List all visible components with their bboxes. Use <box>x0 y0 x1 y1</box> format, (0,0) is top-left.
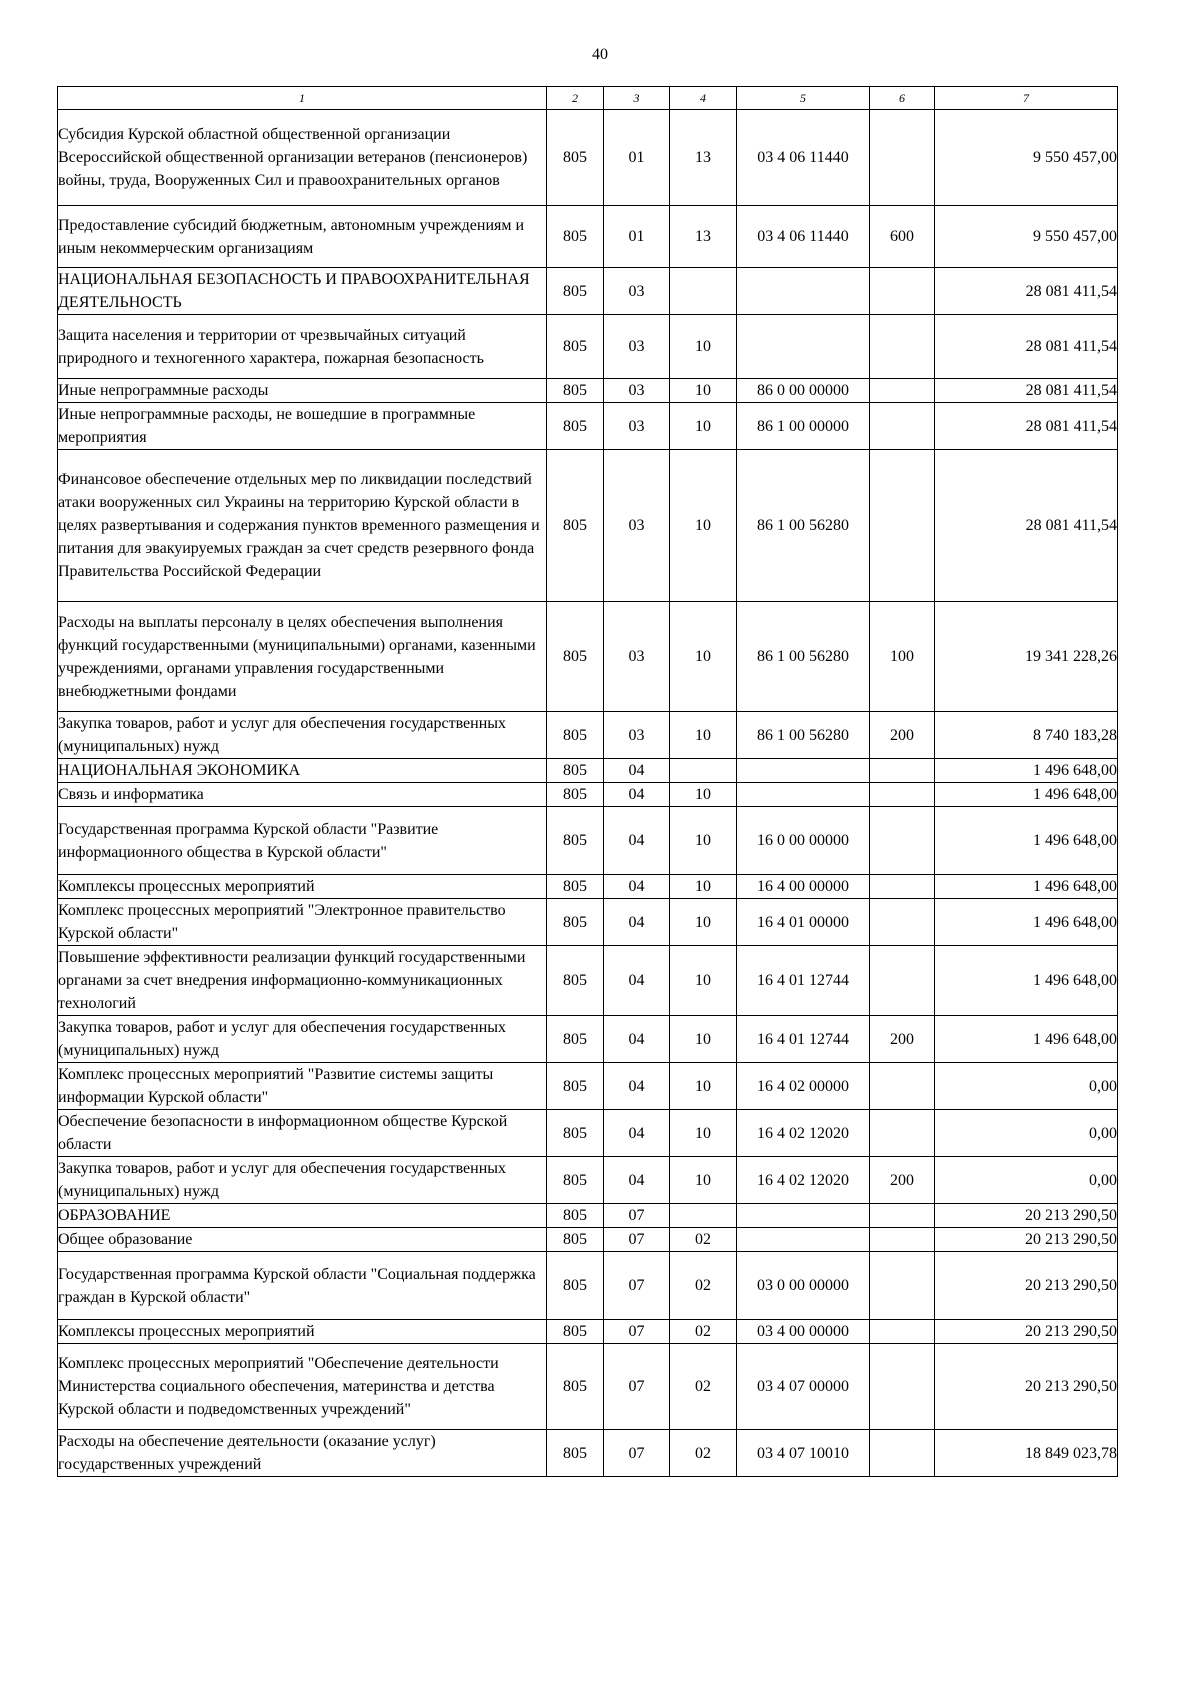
cell-name: НАЦИОНАЛЬНАЯ БЕЗОПАСНОСТЬ И ПРАВООХРАНИТЕЛЬНАЯ ДЕЯТЕЛЬНОСТЬ <box>58 268 547 315</box>
table-row <box>58 1204 1118 1228</box>
cell-expense-type <box>870 759 935 783</box>
cell-amount: 20 213 290,50 <box>935 1204 1118 1228</box>
cell-ved: 805 <box>547 268 604 315</box>
cell-expense-type <box>870 946 935 1016</box>
cell-name: Финансовое обеспечение отдельных мер по ликвидации последствий атаки вооруженных сил Украины на территорию Курской области в целях развертывания и содержания пунктов временного размещения и питания для эвакуируемых граждан за счет средств резервного фонда Правительства Российской Федерации <box>58 450 547 602</box>
cell-amount: 20 213 290,50 <box>935 1228 1118 1252</box>
column-number: 4 <box>670 87 737 110</box>
cell-section: 03 <box>604 315 670 379</box>
cell-expense-type <box>870 268 935 315</box>
cell-section: 04 <box>604 1063 670 1110</box>
cell-amount: 1 496 648,00 <box>935 899 1118 946</box>
cell-subsection: 10 <box>670 1157 737 1204</box>
cell-subsection: 10 <box>670 403 737 450</box>
cell-ved: 805 <box>547 1063 604 1110</box>
cell-expense-type: 200 <box>870 712 935 759</box>
cell-expense-type: 100 <box>870 602 935 712</box>
cell-amount: 28 081 411,54 <box>935 315 1118 379</box>
table-row <box>58 379 1118 403</box>
cell-subsection: 10 <box>670 315 737 379</box>
cell-ved: 805 <box>547 1204 604 1228</box>
cell-subsection: 10 <box>670 807 737 875</box>
cell-subsection: 13 <box>670 110 737 206</box>
cell-subsection: 02 <box>670 1430 737 1477</box>
cell-expense-type <box>870 807 935 875</box>
cell-expense-type <box>870 1430 935 1477</box>
cell-section: 04 <box>604 807 670 875</box>
cell-expense-type <box>870 1320 935 1344</box>
cell-name: НАЦИОНАЛЬНАЯ ЭКОНОМИКА <box>58 759 547 783</box>
cell-subsection <box>670 268 737 315</box>
cell-amount: 0,00 <box>935 1110 1118 1157</box>
column-number-row <box>58 87 1118 110</box>
cell-ved: 805 <box>547 1252 604 1320</box>
cell-name: Государственная программа Курской области "Развитие информационного общества в Курской области" <box>58 807 547 875</box>
cell-name: Повышение эффективности реализации функций государственными органами за счет внедрения информационно-коммуникационных технологий <box>58 946 547 1016</box>
cell-expense-type <box>870 1063 935 1110</box>
cell-expense-type <box>870 875 935 899</box>
cell-ved: 805 <box>547 1016 604 1063</box>
cell-name: ОБРАЗОВАНИЕ <box>58 1204 547 1228</box>
cell-target-article: 03 4 06 11440 <box>737 206 870 268</box>
cell-target-article <box>737 759 870 783</box>
cell-ved: 805 <box>547 450 604 602</box>
cell-ved: 805 <box>547 712 604 759</box>
cell-amount: 28 081 411,54 <box>935 450 1118 602</box>
cell-ved: 805 <box>547 403 604 450</box>
cell-target-article: 03 0 00 00000 <box>737 1252 870 1320</box>
table-row <box>58 1016 1118 1063</box>
cell-section: 03 <box>604 379 670 403</box>
cell-section: 03 <box>604 403 670 450</box>
cell-subsection: 02 <box>670 1320 737 1344</box>
cell-amount: 28 081 411,54 <box>935 379 1118 403</box>
table-row <box>58 315 1118 379</box>
cell-name: Защита населения и территории от чрезвычайных ситуаций природного и техногенного характера, пожарная безопасность <box>58 315 547 379</box>
cell-amount: 1 496 648,00 <box>935 1016 1118 1063</box>
cell-subsection <box>670 759 737 783</box>
cell-expense-type <box>870 315 935 379</box>
cell-target-article <box>737 1204 870 1228</box>
cell-target-article: 16 0 00 00000 <box>737 807 870 875</box>
cell-section: 03 <box>604 450 670 602</box>
cell-subsection: 02 <box>670 1252 737 1320</box>
cell-section: 07 <box>604 1204 670 1228</box>
cell-amount: 0,00 <box>935 1063 1118 1110</box>
table-row <box>58 1157 1118 1204</box>
cell-ved: 805 <box>547 602 604 712</box>
cell-ved: 805 <box>547 946 604 1016</box>
cell-subsection: 10 <box>670 1110 737 1157</box>
cell-target-article <box>737 268 870 315</box>
cell-ved: 805 <box>547 1228 604 1252</box>
cell-subsection: 10 <box>670 1063 737 1110</box>
table-row <box>58 602 1118 712</box>
cell-expense-type <box>870 1252 935 1320</box>
cell-section: 04 <box>604 875 670 899</box>
cell-target-article: 16 4 02 12020 <box>737 1157 870 1204</box>
table-row <box>58 946 1118 1016</box>
cell-amount: 1 496 648,00 <box>935 783 1118 807</box>
cell-expense-type <box>870 899 935 946</box>
cell-section: 04 <box>604 759 670 783</box>
cell-target-article: 03 4 07 10010 <box>737 1430 870 1477</box>
cell-target-article: 03 4 00 00000 <box>737 1320 870 1344</box>
cell-name: Связь и информатика <box>58 783 547 807</box>
cell-subsection: 10 <box>670 875 737 899</box>
cell-name: Субсидия Курской областной общественной организации Всероссийской общественной организации ветеранов (пенсионеров) войны, труда, Вооруженных Сил и правоохранительных органов <box>58 110 547 206</box>
cell-target-article <box>737 783 870 807</box>
cell-amount: 18 849 023,78 <box>935 1430 1118 1477</box>
cell-name: Комплекс процессных мероприятий "Обеспечение деятельности Министерства социального обеспечения, материнства и детства Курской области и подведомственных учреждений" <box>58 1344 547 1430</box>
cell-amount: 1 496 648,00 <box>935 875 1118 899</box>
table-row <box>58 1430 1118 1477</box>
cell-target-article: 03 4 07 00000 <box>737 1344 870 1430</box>
column-number: 3 <box>604 87 670 110</box>
cell-expense-type <box>870 450 935 602</box>
cell-target-article <box>737 1228 870 1252</box>
cell-ved: 805 <box>547 1320 604 1344</box>
cell-target-article: 86 1 00 56280 <box>737 450 870 602</box>
page-number: 40 <box>592 46 608 63</box>
cell-name: Общее образование <box>58 1228 547 1252</box>
cell-ved: 805 <box>547 110 604 206</box>
cell-ved: 805 <box>547 1157 604 1204</box>
cell-amount: 19 341 228,26 <box>935 602 1118 712</box>
table-row <box>58 450 1118 602</box>
cell-subsection: 02 <box>670 1344 737 1430</box>
cell-target-article: 16 4 02 12020 <box>737 1110 870 1157</box>
cell-expense-type <box>870 1228 935 1252</box>
cell-amount: 1 496 648,00 <box>935 807 1118 875</box>
cell-section: 07 <box>604 1228 670 1252</box>
cell-amount: 8 740 183,28 <box>935 712 1118 759</box>
cell-ved: 805 <box>547 1110 604 1157</box>
table-body <box>58 110 1118 1477</box>
cell-section: 07 <box>604 1344 670 1430</box>
table-row <box>58 759 1118 783</box>
cell-name: Закупка товаров, работ и услуг для обеспечения государственных (муниципальных) нужд <box>58 1157 547 1204</box>
cell-subsection <box>670 1204 737 1228</box>
cell-ved: 805 <box>547 315 604 379</box>
table-row <box>58 1344 1118 1430</box>
cell-name: Закупка товаров, работ и услуг для обеспечения государственных (муниципальных) нужд <box>58 712 547 759</box>
cell-target-article: 16 4 01 12744 <box>737 1016 870 1063</box>
cell-target-article: 86 1 00 56280 <box>737 602 870 712</box>
table-row <box>58 206 1118 268</box>
cell-ved: 805 <box>547 1344 604 1430</box>
cell-amount: 1 496 648,00 <box>935 946 1118 1016</box>
table-row <box>58 1110 1118 1157</box>
cell-target-article: 86 1 00 56280 <box>737 712 870 759</box>
cell-target-article: 03 4 06 11440 <box>737 110 870 206</box>
cell-ved: 805 <box>547 1430 604 1477</box>
cell-amount: 20 213 290,50 <box>935 1344 1118 1430</box>
cell-name: Иные непрограммные расходы <box>58 379 547 403</box>
cell-subsection: 10 <box>670 712 737 759</box>
cell-name: Расходы на обеспечение деятельности (оказание услуг) государственных учреждений <box>58 1430 547 1477</box>
table-row <box>58 1252 1118 1320</box>
table-row <box>58 807 1118 875</box>
cell-ved: 805 <box>547 899 604 946</box>
cell-subsection: 10 <box>670 450 737 602</box>
cell-target-article: 86 0 00 00000 <box>737 379 870 403</box>
cell-section: 01 <box>604 206 670 268</box>
cell-target-article: 16 4 01 00000 <box>737 899 870 946</box>
cell-section: 03 <box>604 602 670 712</box>
cell-ved: 805 <box>547 875 604 899</box>
cell-target-article <box>737 315 870 379</box>
cell-expense-type <box>870 110 935 206</box>
cell-name: Обеспечение безопасности в информационном обществе Курской области <box>58 1110 547 1157</box>
cell-expense-type: 200 <box>870 1016 935 1063</box>
cell-section: 07 <box>604 1320 670 1344</box>
cell-section: 04 <box>604 899 670 946</box>
cell-name: Государственная программа Курской области "Социальная поддержка граждан в Курской области" <box>58 1252 547 1320</box>
cell-ved: 805 <box>547 783 604 807</box>
cell-target-article: 16 4 01 12744 <box>737 946 870 1016</box>
cell-section: 07 <box>604 1430 670 1477</box>
column-number: 6 <box>870 87 935 110</box>
cell-name: Комплекс процессных мероприятий "Электронное правительство Курской области" <box>58 899 547 946</box>
column-number: 2 <box>547 87 604 110</box>
column-number: 5 <box>737 87 870 110</box>
cell-amount: 1 496 648,00 <box>935 759 1118 783</box>
cell-expense-type <box>870 783 935 807</box>
column-number: 7 <box>935 87 1118 110</box>
table-row <box>58 712 1118 759</box>
column-number: 1 <box>58 87 547 110</box>
cell-amount: 9 550 457,00 <box>935 110 1118 206</box>
cell-expense-type: 200 <box>870 1157 935 1204</box>
cell-section: 03 <box>604 712 670 759</box>
table-row <box>58 1320 1118 1344</box>
cell-section: 04 <box>604 946 670 1016</box>
cell-ved: 805 <box>547 379 604 403</box>
budget-table <box>57 86 1118 1477</box>
cell-expense-type <box>870 1204 935 1228</box>
cell-expense-type <box>870 1110 935 1157</box>
cell-subsection: 10 <box>670 783 737 807</box>
cell-amount: 20 213 290,50 <box>935 1320 1118 1344</box>
cell-section: 04 <box>604 783 670 807</box>
cell-section: 07 <box>604 1252 670 1320</box>
cell-section: 04 <box>604 1016 670 1063</box>
cell-name: Закупка товаров, работ и услуг для обеспечения государственных (муниципальных) нужд <box>58 1016 547 1063</box>
cell-subsection: 10 <box>670 899 737 946</box>
cell-amount: 20 213 290,50 <box>935 1252 1118 1320</box>
cell-subsection: 10 <box>670 602 737 712</box>
cell-ved: 805 <box>547 759 604 783</box>
cell-section: 03 <box>604 268 670 315</box>
table-row <box>58 268 1118 315</box>
cell-subsection: 10 <box>670 379 737 403</box>
cell-expense-type: 600 <box>870 206 935 268</box>
cell-name: Предоставление субсидий бюджетным, автономным учреждениям и иным некоммерческим организациям <box>58 206 547 268</box>
cell-expense-type <box>870 1344 935 1430</box>
table-row <box>58 1063 1118 1110</box>
cell-amount: 0,00 <box>935 1157 1118 1204</box>
cell-expense-type <box>870 403 935 450</box>
cell-ved: 805 <box>547 807 604 875</box>
cell-target-article: 16 4 00 00000 <box>737 875 870 899</box>
cell-section: 04 <box>604 1110 670 1157</box>
table-row <box>58 1228 1118 1252</box>
table-row <box>58 403 1118 450</box>
cell-section: 01 <box>604 110 670 206</box>
cell-section: 04 <box>604 1157 670 1204</box>
table-row <box>58 875 1118 899</box>
table-row <box>58 110 1118 206</box>
cell-name: Комплексы процессных мероприятий <box>58 875 547 899</box>
cell-subsection: 13 <box>670 206 737 268</box>
cell-subsection: 10 <box>670 1016 737 1063</box>
cell-name: Комплекс процессных мероприятий "Развитие системы защиты информации Курской области" <box>58 1063 547 1110</box>
cell-subsection: 10 <box>670 946 737 1016</box>
cell-name: Иные непрограммные расходы, не вошедшие в программные мероприятия <box>58 403 547 450</box>
cell-ved: 805 <box>547 206 604 268</box>
cell-name: Расходы на выплаты персоналу в целях обеспечения выполнения функций государственными (муниципальными) органами, казенными учреждениями, органами управления государственными внебюджетными фондами <box>58 602 547 712</box>
cell-amount: 9 550 457,00 <box>935 206 1118 268</box>
cell-expense-type <box>870 379 935 403</box>
table-row <box>58 899 1118 946</box>
cell-amount: 28 081 411,54 <box>935 403 1118 450</box>
cell-target-article: 16 4 02 00000 <box>737 1063 870 1110</box>
cell-subsection: 02 <box>670 1228 737 1252</box>
cell-amount: 28 081 411,54 <box>935 268 1118 315</box>
cell-target-article: 86 1 00 00000 <box>737 403 870 450</box>
table-row <box>58 783 1118 807</box>
cell-name: Комплексы процессных мероприятий <box>58 1320 547 1344</box>
